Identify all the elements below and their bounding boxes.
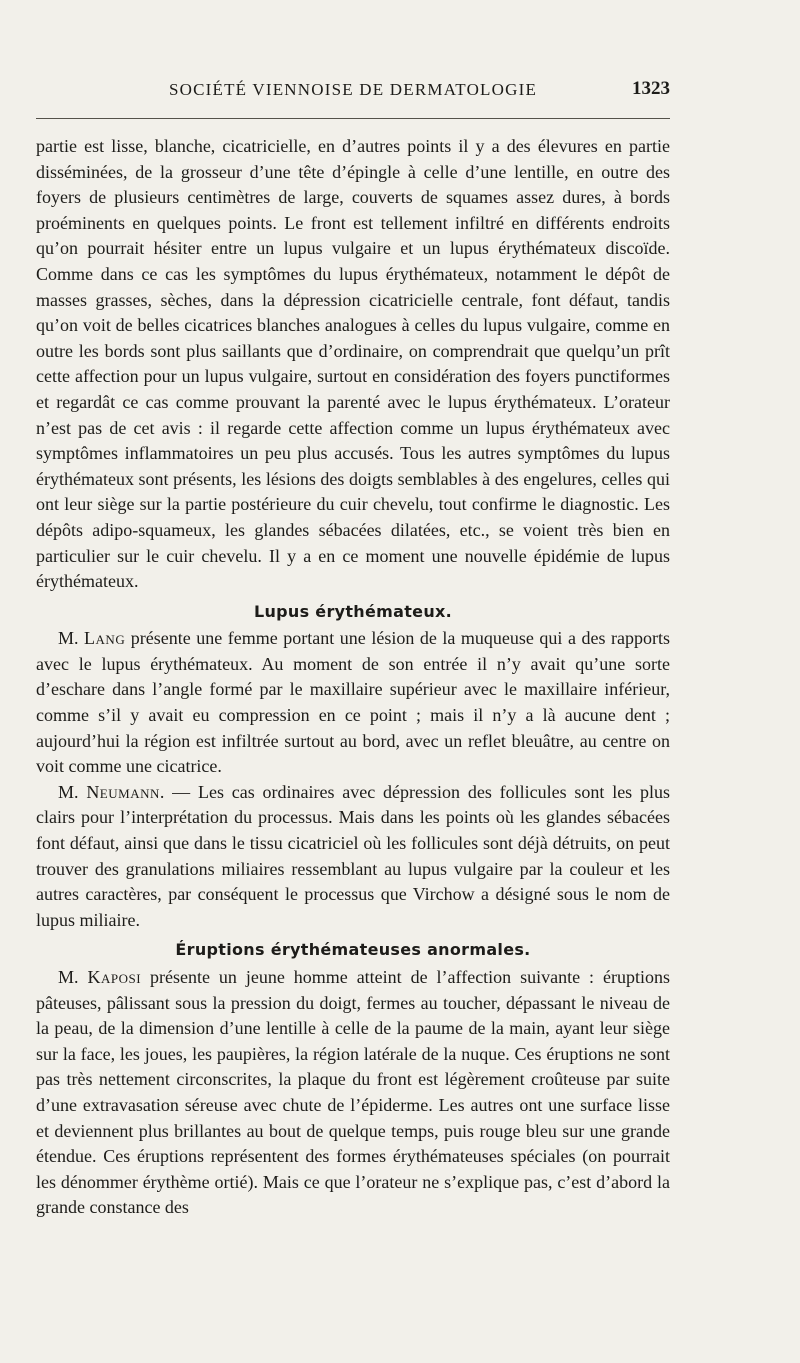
running-header (36, 80, 670, 106)
paragraph-neumann (36, 780, 670, 934)
paragraph-text: présente un jeune homme atteint de l’affection suivante : éruptions pâteuses, pâlissant sous la pression du doigt, fermes au toucher, dépassant le niveau de la peau, de la dimension d’une lentille à celle de la paume de la main, ayant leur siège sur la face, les joues, les paupières, la région latérale de la nuque. Ces éruptions ne sont pas très nettement circonscrites, la plaque du front est légèrement croûteuse par suite d’une extravasation séreuse avec chute de l’épiderme. Les autres ont une surface lisse et deviennent plus brillantes au bout de quelque temps, puis rouge bleu sur une grande étendue. Ces éruptions représentent des formes érythémateuses spéciales (on pourrait les dénommer érythème ortié). Mais ce que l’orateur ne s’explique pas, c’est d’abord la grande constance des (36, 967, 670, 1218)
section-heading-eruptions: Éruptions érythémateuses anormales. (175, 940, 531, 960)
speaker-name-kaposi: Kaposi (87, 967, 142, 987)
paragraph-continuation: partie est lisse, blanche, cicatricielle, en d’autres points il y a des élevures en partie disséminées, de la grosseur d’une tête d’épingle à celle d’une lentille, en outre des foyers de plusieurs centimètres de large, couverts de squames assez dures, à bords proéminents en quelques points. Le front est tellement infiltré en différents endroits qu’on pourrait hésiter entre un lupus vulgaire et un lupus érythémateux discoïde. Comme dans ce cas les symptômes du lupus érythémateux, notamment le dépôt de masses grasses, sèches, dans la dépression cicatricielle centrale, font défaut, tandis qu’on voit de belles cicatrices blanches analogues à celles du lupus vulgaire, comme en outre les bords sont plus saillants que d’ordinaire, on comprendrait que quelqu’un prît cette affection pour un lupus vulgaire, surtout en considération des foyers punctiformes et regardât ce cas comme prouvant la parenté avec le lupus érythémateux. L’orateur n’est pas de cet avis : il regarde cette affection comme un lupus érythémateux avec symptômes inflammatoires un peu plus accusés. Tous les autres symptômes du lupus érythémateux sont présents, les lésions des doigts semblables à des engelures, celles qui ont leur siège sur la partie postérieure du cuir chevelu, tout confirme le diagnostic. Les dépôts adipo-squameux, les glandes sébacées dilatées, etc., se voient très bien en particulier sur le cuir chevelu. Il y a en ce moment une nouvelle épidémie de lupus érythémateux. (36, 136, 670, 592)
paragraph-text: présente une femme portant une lésion de la muqueuse qui a des rapports avec le lupus érythémateux. Au moment de son entrée il n’y avait qu’une sorte d’eschare dans l’angle formé par le maxillaire supérieur avec le maxillaire inférieur, comme s’il y avait eu compression en ce point ; mais il n’y a là aucune dent ; aujourd’hui la région est infiltrée surtout au bord, avec un reflet bleuâtre, au centre on voit comme une cicatrice. (36, 628, 670, 777)
paragraph-lang (36, 626, 670, 780)
page-number: 1323 (632, 78, 670, 99)
speaker-prefix: M. (58, 781, 87, 802)
paragraph-kaposi (36, 965, 670, 1221)
running-title: SOCIÉTÉ VIENNOISE DE DERMATOLOGIE (168, 80, 538, 99)
section-heading-lupus: Lupus érythémateux. (253, 601, 453, 621)
header-rule (36, 118, 670, 119)
speaker-name-lang: Lang (84, 628, 126, 649)
speaker-name-neumann: Neumann (86, 781, 160, 802)
speaker-prefix: M. (58, 967, 88, 987)
paragraph-text: . — Les cas ordinaires avec dépression des follicules sont les plus clairs pour l’interprétation du processus. Mais dans les points où les glandes sébacées font défaut, ainsi que dans le tissu cicatriciel où les follicules sont déjà détruits, on peut trouver des granulations miliaires ressemblant au lupus vulgaire par la couleur et les autres caractères, par conséquent le processus que Virchow a désigné sous le nom de lupus miliaire. (36, 781, 670, 930)
body-text (36, 134, 670, 1221)
speaker-prefix: M. (58, 628, 85, 649)
